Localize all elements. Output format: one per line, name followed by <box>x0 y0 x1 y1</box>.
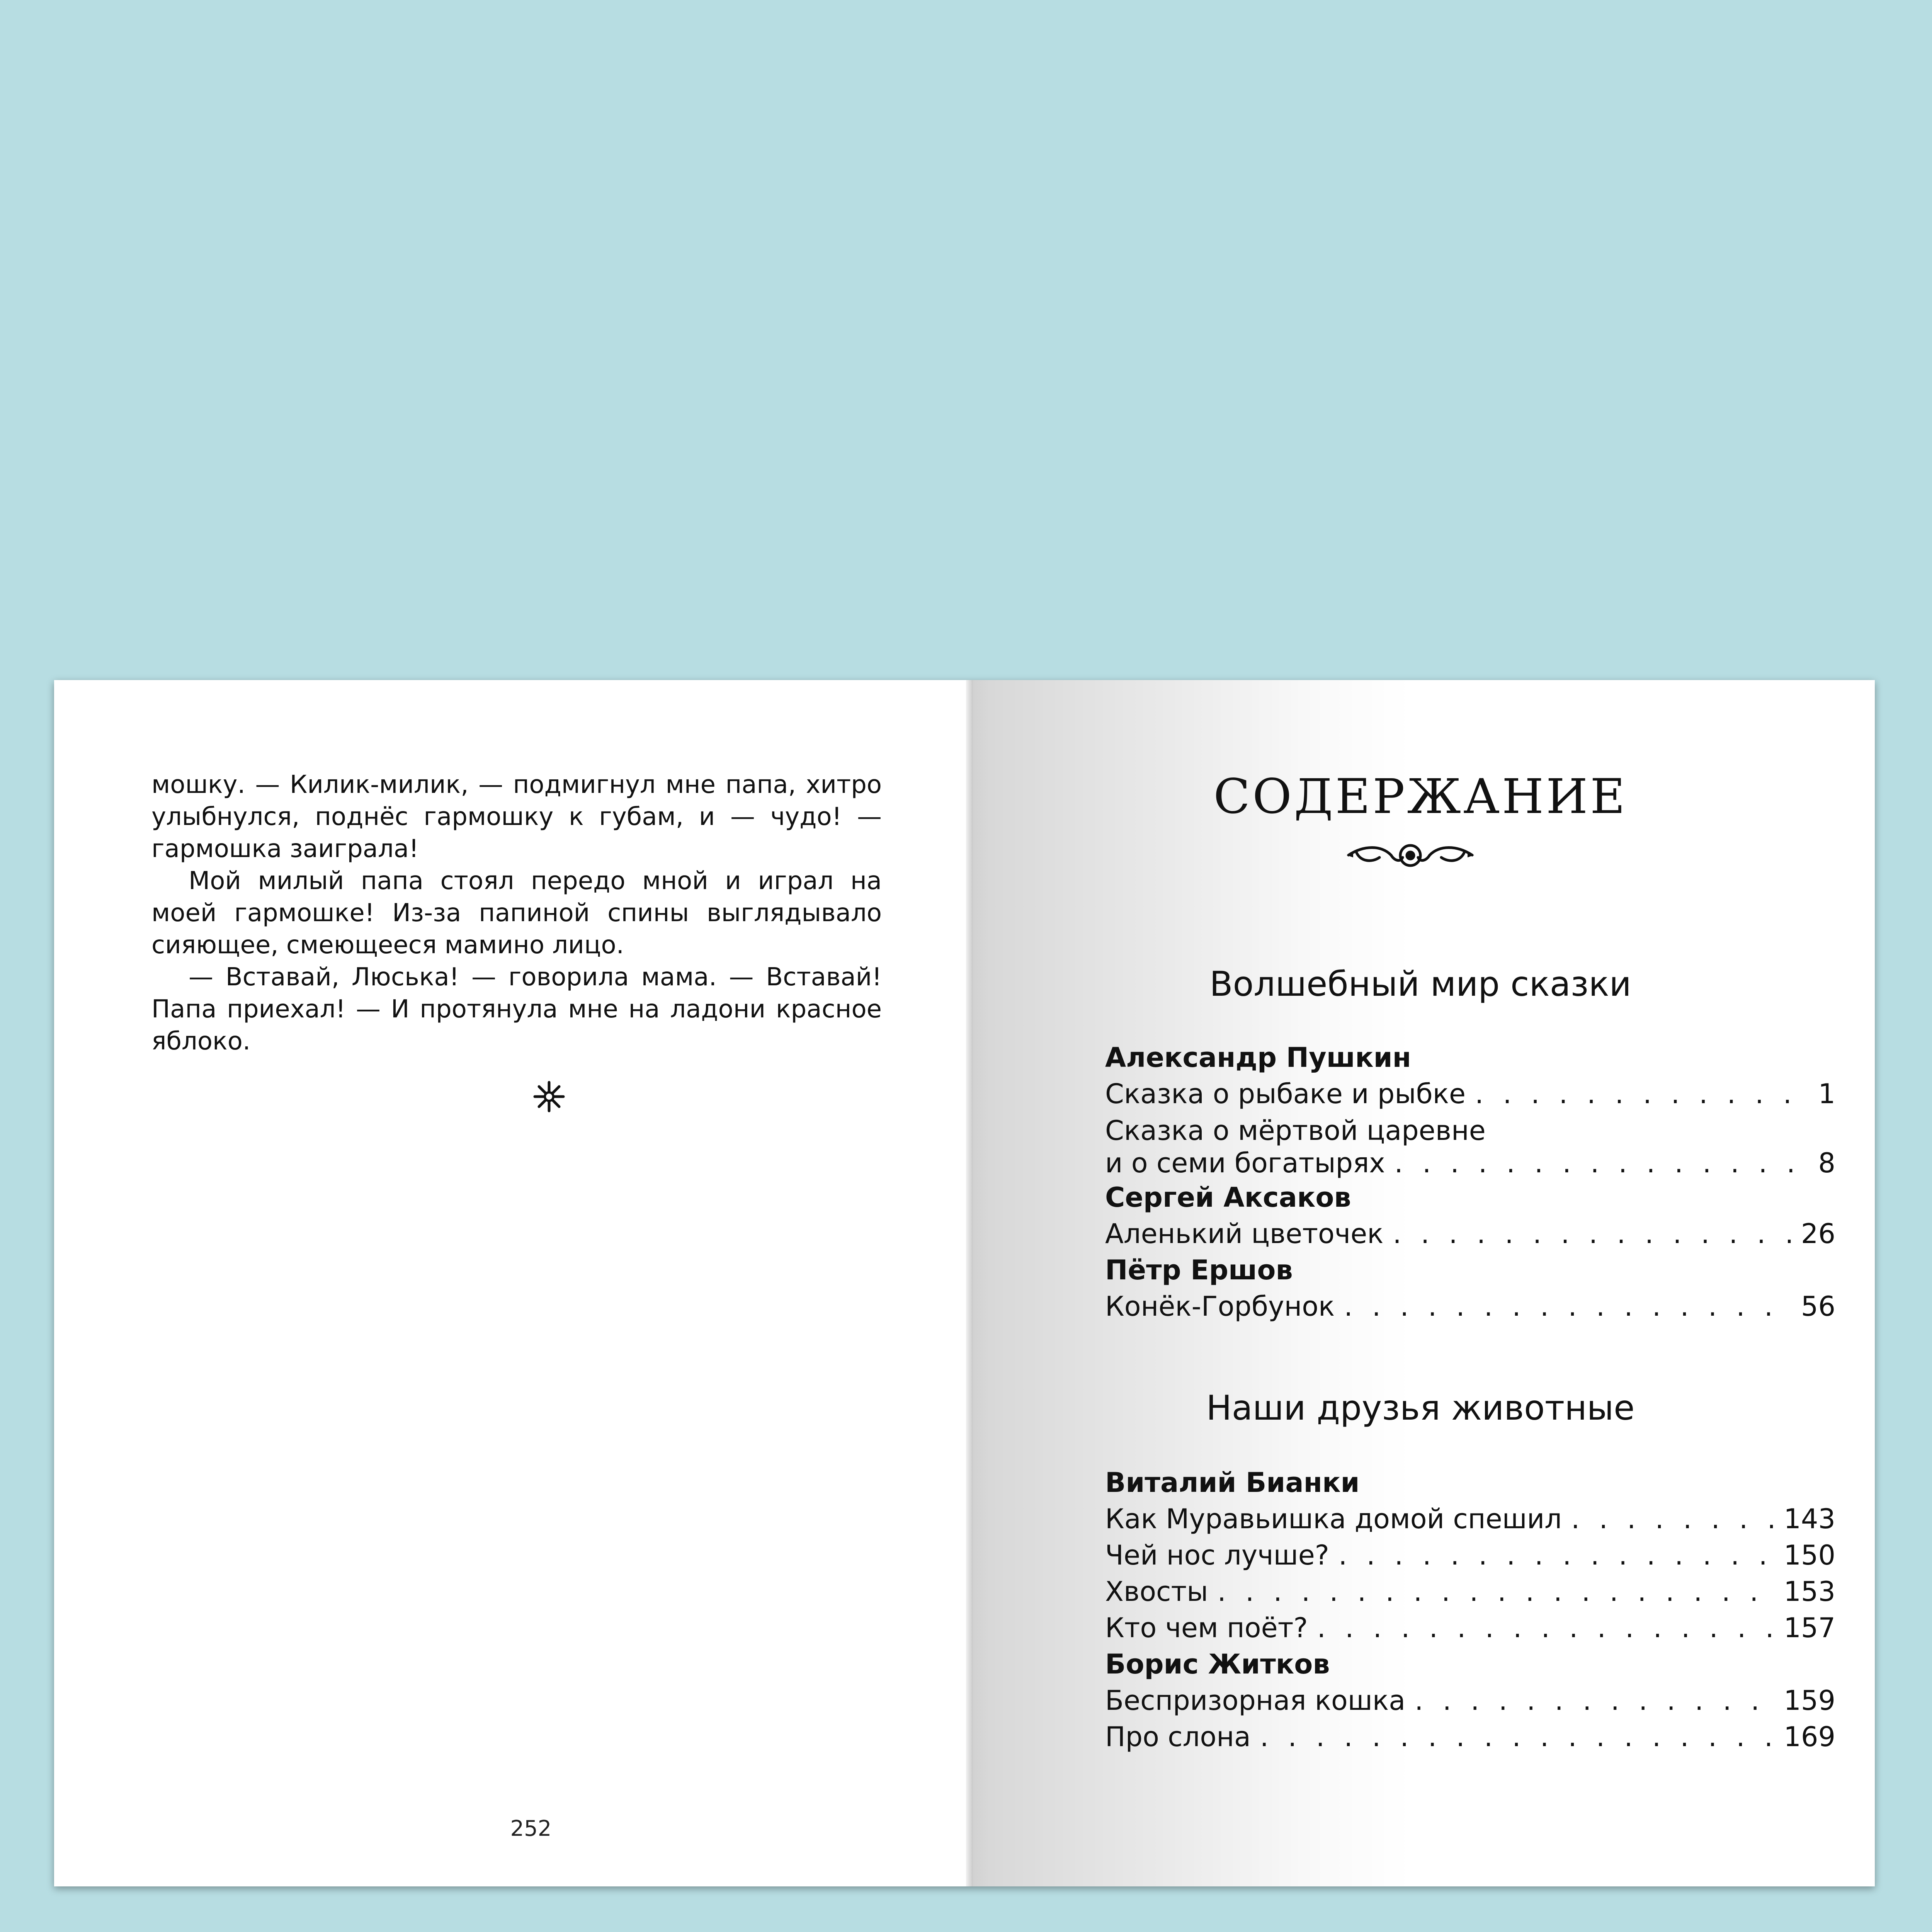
dot-leader <box>1395 1147 1809 1179</box>
entry-title: Про слона <box>1105 1721 1251 1753</box>
entry-page: 153 <box>1784 1576 1835 1607</box>
dot-leader <box>1317 1610 1775 1646</box>
entry-title: Конёк-Горбунок <box>1105 1291 1335 1322</box>
author-name: Александр Пушкин <box>1105 1042 1412 1073</box>
left-page <box>54 680 966 1886</box>
toc-entry[interactable] <box>1105 1573 1835 1610</box>
toc-entry[interactable] <box>1105 1682 1835 1719</box>
dot-leader <box>1415 1682 1774 1719</box>
toc-entry[interactable] <box>1105 1216 1835 1252</box>
book-gutter <box>966 680 973 1886</box>
entry-page: 26 <box>1801 1218 1835 1250</box>
entry-title-line: Сказка о мёртвой царевне <box>1105 1115 1486 1146</box>
toc-entry[interactable] <box>1105 1288 1835 1325</box>
entry-page: 159 <box>1784 1685 1835 1716</box>
floral-ornament-icon <box>1345 840 1476 871</box>
entry-title: Аленький цветочек <box>1105 1218 1384 1250</box>
section-title: Волшебный мир сказки <box>1209 964 1631 1004</box>
entry-page: 8 <box>1818 1147 1835 1179</box>
paragraph: — Вставай, Люська! — говорила мама. — Вставай! Папа приехал! — И протянула мне на ладони красное яблоко. <box>151 963 882 1056</box>
toc-section-1 <box>1105 1039 1835 1325</box>
dot-leader <box>1571 1501 1774 1537</box>
dot-leader <box>1393 1216 1792 1252</box>
dot-leader <box>1344 1288 1792 1325</box>
author-name: Пётр Ершов <box>1105 1254 1293 1286</box>
story-text <box>151 769 882 1058</box>
paragraph: Мой милый папа стоял передо мной и играл на моей гармошке! Из-за папиной спины выглядывало сияющее, смеющееся мамино лицо. <box>151 867 882 959</box>
entry-title: Как Муравьишка домой спешил <box>1105 1503 1562 1535</box>
toc-entry[interactable] <box>1105 1537 1835 1573</box>
dot-leader <box>1475 1076 1809 1112</box>
entry-page: 1 <box>1818 1078 1835 1110</box>
entry-title: Кто чем поёт? <box>1105 1612 1308 1644</box>
entry-title: Хвосты <box>1105 1576 1208 1607</box>
toc-section-2 <box>1105 1464 1835 1755</box>
entry-title: и о семи богатырях <box>1105 1147 1385 1179</box>
dot-leader <box>1260 1719 1775 1755</box>
entry-page: 143 <box>1784 1503 1835 1535</box>
entry-page: 169 <box>1784 1721 1835 1753</box>
author-name: Сергей Аксаков <box>1105 1182 1351 1213</box>
dot-leader <box>1218 1573 1775 1610</box>
contents-title: СОДЕРЖАНИЕ <box>1213 769 1628 825</box>
entry-page: 56 <box>1801 1291 1835 1322</box>
paragraph: мошку. — Килик-милик, — подмигнул мне папа, хитро улыбнулся, поднёс гармошку к губам, и — чудо! — гармошка заиграла! <box>151 770 882 863</box>
toc-entry[interactable] <box>1105 1501 1835 1537</box>
asterism-star-icon <box>532 1079 566 1114</box>
author-name: Виталий Бианки <box>1105 1467 1360 1498</box>
entry-page: 150 <box>1784 1539 1835 1571</box>
toc-entry[interactable] <box>1105 1076 1835 1112</box>
page-number: 252 <box>510 1816 552 1841</box>
entry-title: Беспризорная кошка <box>1105 1685 1406 1716</box>
section-title: Наши друзья животные <box>1206 1388 1635 1428</box>
entry-page: 157 <box>1784 1612 1835 1644</box>
toc-entry[interactable] <box>1105 1610 1835 1646</box>
dot-leader <box>1338 1537 1774 1573</box>
toc-entry[interactable] <box>1105 1719 1835 1755</box>
toc-entry[interactable] <box>1105 1147 1835 1179</box>
entry-title: Сказка о рыбаке и рыбке <box>1105 1078 1466 1110</box>
entry-title: Чей нос лучше? <box>1105 1539 1329 1571</box>
book-spread <box>54 680 1875 1886</box>
author-name: Борис Житков <box>1105 1648 1330 1680</box>
